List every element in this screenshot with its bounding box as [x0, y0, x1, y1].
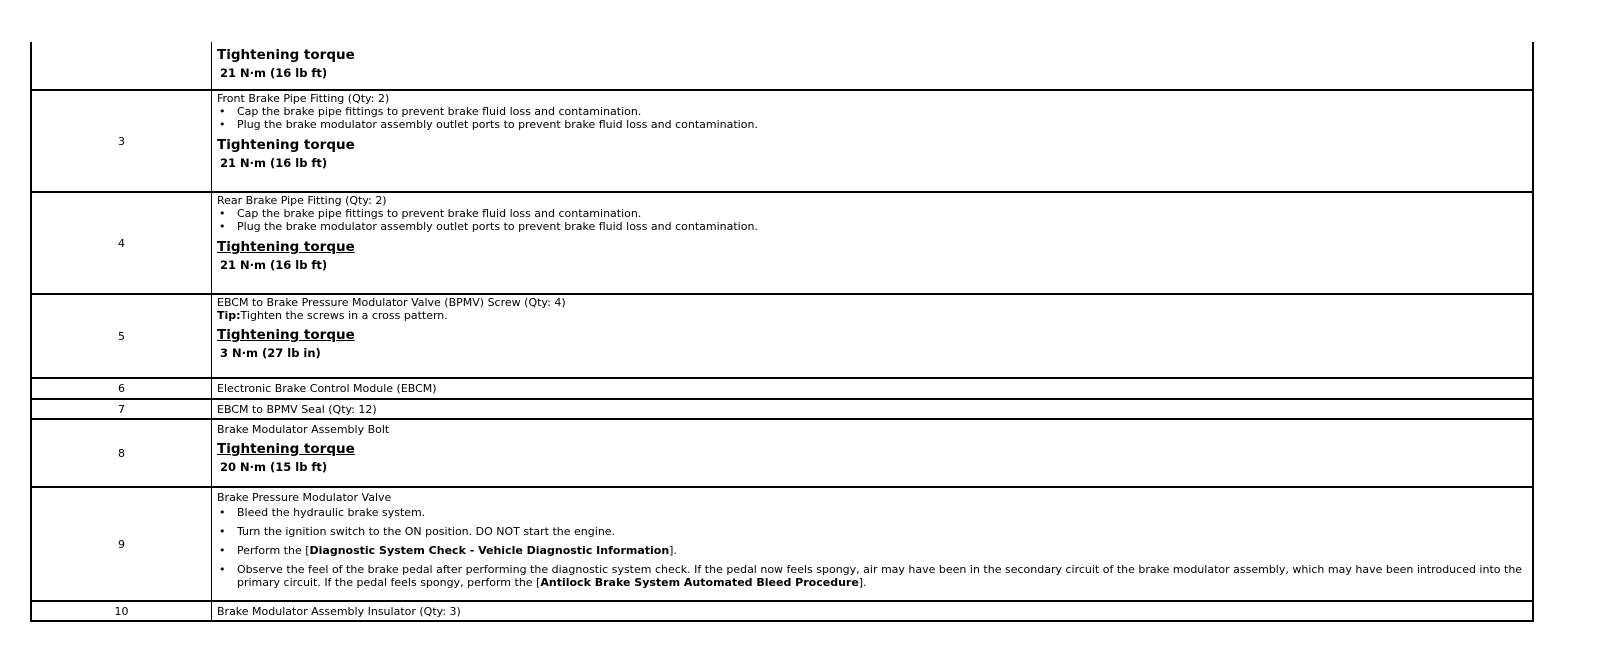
bullet-icon: •: [219, 506, 226, 519]
row-description: [212, 400, 1532, 418]
torque-value: 20 N·m (15 lb ft): [220, 460, 328, 474]
row-number: 5: [32, 295, 212, 377]
table-row: [30, 379, 1534, 400]
list-item: • Plug the brake modulator assembly outlet ports to prevent brake fluid loss and contamination.: [219, 220, 758, 233]
table-row: [30, 602, 1534, 622]
row-number: 8: [32, 420, 212, 486]
row-title: Brake Pressure Modulator Valve: [217, 491, 392, 504]
row-number: 4: [32, 193, 212, 293]
row-number: [32, 42, 212, 89]
bullet-icon: •: [219, 220, 226, 233]
row-description: [212, 379, 1532, 398]
list-item: • Bleed the hydraulic brake system.: [219, 506, 426, 519]
torque-label: Tightening torque: [217, 441, 355, 457]
row-title: Front Brake Pipe Fitting (Qty: 2): [217, 92, 390, 105]
bullet-icon: •: [219, 563, 226, 576]
tip-text: Tighten the screws in a cross pattern.: [240, 309, 448, 322]
row-description: [212, 602, 1532, 620]
bullet-icon: •: [219, 105, 226, 118]
table-row: [30, 42, 1534, 91]
torque-value: 3 N·m (27 lb in): [220, 346, 321, 360]
bullet-icon: •: [219, 525, 226, 538]
row-description: [212, 295, 1532, 377]
row-number: 9: [32, 488, 212, 600]
bullet-list: [217, 506, 1532, 589]
torque-value: 21 N·m (16 lb ft): [220, 156, 328, 170]
table-row: [30, 420, 1534, 488]
list-item: • Observe the feel of the brake pedal after performing the diagnostic system check. If the pedal now feels spongy, air may have been in the secondary circuit of the brake modulator assembly, which may have been introduced into the primary circuit. If the pedal feels spongy, perform the [Antilock Brake System Automated Bleed Procedure].: [219, 563, 1523, 589]
list-item: • Cap the brake pipe fittings to prevent brake fluid loss and contamination.: [219, 207, 642, 220]
list-item: • Plug the brake modulator assembly outlet ports to prevent brake fluid loss and contamination.: [219, 118, 758, 131]
row-number: 7: [32, 400, 212, 418]
list-item: • Turn the ignition switch to the ON position. DO NOT start the engine.: [219, 525, 616, 538]
bullet-icon: •: [219, 544, 226, 557]
list-item: • Cap the brake pipe fittings to prevent brake fluid loss and contamination.: [219, 105, 642, 118]
row-title: EBCM to BPMV Seal (Qty: 12): [217, 403, 377, 416]
row-description: [212, 420, 1532, 486]
bullet-icon: •: [219, 207, 226, 220]
torque-value: 21 N·m (16 lb ft): [220, 66, 328, 80]
row-number: 10: [32, 602, 212, 620]
torque-label: Tightening torque: [217, 327, 355, 343]
torque-label: Tightening torque: [217, 47, 355, 63]
diagnostic-system-check-link[interactable]: Diagnostic System Check - Vehicle Diagnostic Information: [309, 544, 670, 557]
bullet-list: [217, 207, 1532, 233]
table-row: [30, 91, 1534, 193]
torque-value: 21 N·m (16 lb ft): [220, 258, 328, 272]
bullet-icon: •: [219, 118, 226, 131]
table-row: [30, 295, 1534, 379]
row-title: EBCM to Brake Pressure Modulator Valve (BPMV) Screw (Qty: 4): [217, 296, 566, 309]
tip-label: Tip:: [217, 309, 241, 322]
torque-label: Tightening torque: [217, 137, 355, 153]
table-row: [30, 400, 1534, 420]
row-title: Brake Modulator Assembly Insulator (Qty: 3): [217, 605, 461, 618]
abs-automated-bleed-link[interactable]: Antilock Brake System Automated Bleed Procedure: [540, 576, 859, 589]
row-number: 6: [32, 379, 212, 398]
row-title: Rear Brake Pipe Fitting (Qty: 2): [217, 194, 387, 207]
row-description: [212, 488, 1532, 600]
row-description: [212, 193, 1532, 293]
list-item: • Perform the [Diagnostic System Check - Vehicle Diagnostic Information].: [219, 544, 677, 557]
row-description: [212, 91, 1532, 191]
tip-note: [217, 309, 1532, 322]
table-row: [30, 488, 1534, 602]
bullet-list: [217, 105, 1532, 131]
torque-label: Tightening torque: [217, 239, 355, 255]
row-title: Brake Modulator Assembly Bolt: [217, 423, 390, 436]
row-title: Electronic Brake Control Module (EBCM): [217, 382, 437, 395]
row-number: 3: [32, 91, 212, 191]
table-row: [30, 193, 1534, 295]
row-description: [212, 42, 1532, 89]
procedure-table: [30, 42, 1534, 622]
